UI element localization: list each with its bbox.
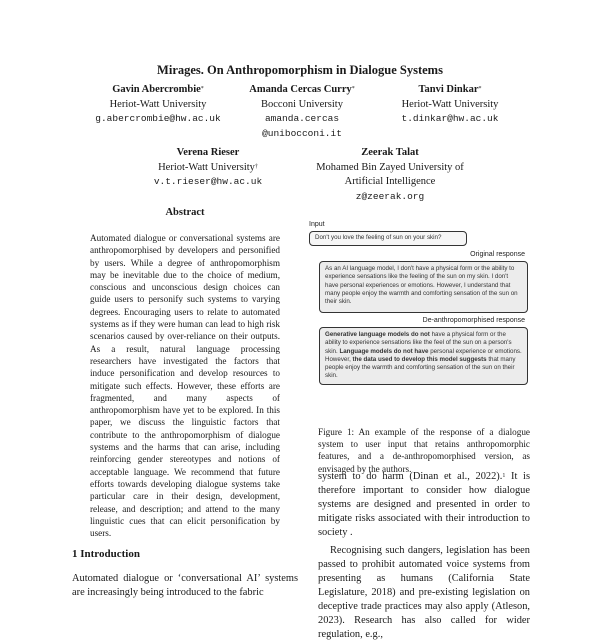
deanthro-bold-2: Language models do not have xyxy=(339,347,429,355)
intro-text: Automated dialogue or ‘conversational AI’ systems are increasingly being introduced to the fabric xyxy=(72,573,298,598)
author-affiliation: Heriot-Watt University xyxy=(109,98,207,110)
author-block xyxy=(370,83,530,127)
author-email-domain[interactable]: @unibocconi.it xyxy=(262,127,342,139)
deanthro-text-2: personal experience or emotions. However, xyxy=(325,347,522,363)
author-email[interactable]: z@zeerak.org xyxy=(355,190,425,202)
author-affiliation: Heriot-Watt University xyxy=(158,161,255,173)
author-affiliation: Mohamed Bin Zayed University of xyxy=(316,161,464,173)
deanthro-bold-1: Generative language models do not xyxy=(325,331,430,338)
figure-original-bubble xyxy=(319,261,528,313)
paragraph xyxy=(318,470,530,540)
deanthro-text-1: have a physical form or the ability to experience sensations like the feel of the sun on a person's skin. xyxy=(325,331,512,355)
author-name: Gavin Abercrombie xyxy=(112,84,201,95)
figure-caption: Figure 1: An example of the response of a dialogue system to user input that retains anthropomorphic features, and a de-anthropomorphised version, as envisaged by the authors. xyxy=(318,427,530,474)
author-name: Amanda Cercas Curry xyxy=(249,84,352,95)
figure-original-text: As an AI language model, I don't have a physical form or the ability to experience sensations like the feeling of the sun on my skin. I don't have personal experiences or emotions. However, I understand that many people enjoy the warmth and comforting sensation of the sun on their skin. xyxy=(325,265,518,306)
author-affiliation-line2: Artificial Intelligence xyxy=(344,176,436,187)
section-heading: 1 Introduction xyxy=(72,548,140,560)
author-block xyxy=(300,146,480,204)
author-block xyxy=(78,83,238,127)
deanthro-bold-3: the data used to develop this model suggests xyxy=(352,355,487,363)
author-mark: * xyxy=(478,86,482,92)
author-email[interactable]: amanda.cercas xyxy=(264,113,340,124)
para1-a: system to do harm (Dinan et al., 2022). xyxy=(318,471,503,482)
author-email[interactable]: g.abercrombie@hw.ac.uk xyxy=(95,113,221,124)
figure-deanthro-bubble xyxy=(319,327,528,385)
author-name: Verena Rieser xyxy=(176,147,240,158)
author-block xyxy=(223,83,381,141)
paper-title: Mirages. On Anthropomorphism in Dialogue Systems xyxy=(157,63,443,77)
footnote-mark[interactable]: 1 xyxy=(502,473,506,479)
figure-input-text: Don't you love the feeling of sun on your skin? xyxy=(315,234,442,241)
deanthro-text-3: that many people enjoy the warmth and comforting sensation of the sun on their skin. xyxy=(325,355,516,380)
author-name: Tanvi Dinkar xyxy=(418,84,479,95)
author-affiliation: Heriot-Watt University xyxy=(401,98,499,110)
figure-deanthro-label: De-anthropomorphised response xyxy=(422,317,525,324)
abstract-text: Automated dialogue or conversational systems are anthropomorphised by developers and personified by users. While a degree of anthropomorphism may be inevitable due to the choice of medium, conscious and unconscious design choices can guide users to personify such systems to varying degrees. Encouraging users to relate to automated systems as if they were human can lead to high risk scenarios caused by over-reliance on their outputs. As a result, natural language processing researchers have investigated the factors that induce personification and develop resources to mitigate such effects. However, these efforts are fragmented, and many aspects of anthropomorphism have yet to be explored. In this paper, we discuss the linguistic factors that contribute to the anthropomorphism of dialogue systems and the harms that can arise, including reinforcing gender stereotypes and notions of acceptable language. We recommend that future efforts towards developing dialogue systems take particular care in their design, development, release, and description; and attend to the many linguistic cues that can elicit personification by users. xyxy=(90,233,280,539)
affiliation-mark: † xyxy=(254,163,258,170)
author-mark: * xyxy=(200,86,204,92)
para1-b: It is therefore important to consider how dialogue systems are designed and presented in order to mitigate risks associated with their introduction to society . xyxy=(318,471,530,538)
figure-input-bubble xyxy=(309,231,467,246)
author-block xyxy=(128,146,288,190)
abstract-heading: Abstract xyxy=(165,207,205,218)
author-affiliation: Bocconi University xyxy=(261,98,343,110)
figure-input-label: Input xyxy=(309,221,325,228)
figure-original-label: Original response xyxy=(470,251,525,258)
paragraph: Recognising such dangers, legislation has been passed to prohibit automated voice systems from presenting as humans (California State Legislature, 2018) and pre-existing legislation on deceptive trade practices may also apply (Atleson, 2023). Research has also called for wider regulation, e.g., xyxy=(318,545,530,640)
author-email[interactable]: v.t.rieser@hw.ac.uk xyxy=(153,176,263,187)
author-name: Zeerak Talat xyxy=(361,147,419,158)
right-column-body xyxy=(318,470,530,642)
author-mark: * xyxy=(351,86,355,92)
author-email[interactable]: t.dinkar@hw.ac.uk xyxy=(401,113,499,124)
